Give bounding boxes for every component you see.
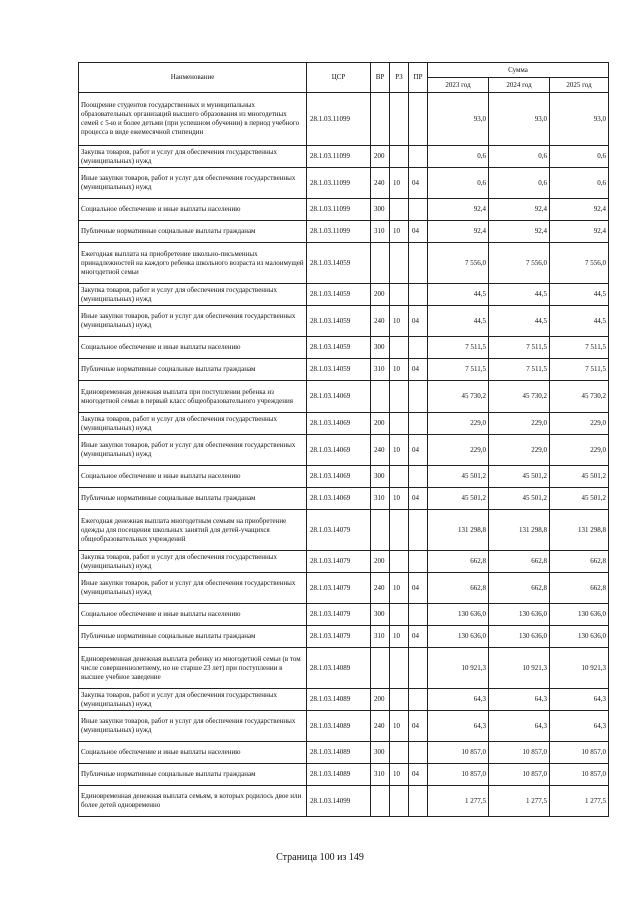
row-name: Иные закупки товаров, работ и услуг для обеспечения государственных (муниципальных) нужд <box>79 306 307 337</box>
row-name: Закупка товаров, работ и услуг для обеспечения государственных (муниципальных) нужд <box>79 689 307 711</box>
row-csr: 28.1.03.11099 <box>307 199 371 221</box>
table-row <box>79 626 609 648</box>
row-vr: 200 <box>371 284 390 306</box>
row-sum-2024: 64,3 <box>489 689 550 711</box>
row-sum-2025: 45 730,2 <box>550 381 609 413</box>
row-sum-2024: 229,0 <box>489 413 550 435</box>
row-vr: 200 <box>371 689 390 711</box>
row-vr: 240 <box>371 573 390 604</box>
row-sum-2023: 7 511,5 <box>428 359 489 381</box>
table-row <box>79 435 609 466</box>
row-sum-2025: 10 921,3 <box>550 648 609 689</box>
table-row <box>79 551 609 573</box>
row-csr: 28.1.03.14079 <box>307 604 371 626</box>
header-vr: ВР <box>371 63 390 93</box>
row-vr: 300 <box>371 337 390 359</box>
row-name: Публичные нормативные социальные выплаты гражданам <box>79 221 307 243</box>
row-sum-2025: 44,5 <box>550 306 609 337</box>
row-pr: 04 <box>409 764 428 786</box>
row-sum-2025: 93,0 <box>550 93 609 146</box>
row-pr <box>409 551 428 573</box>
row-sum-2023: 44,5 <box>428 284 489 306</box>
row-sum-2024: 10 921,3 <box>489 648 550 689</box>
row-rz: 10 <box>390 711 409 742</box>
table-row <box>79 573 609 604</box>
header-year-2025: 2025 год <box>550 78 609 93</box>
row-vr: 240 <box>371 435 390 466</box>
row-sum-2025: 229,0 <box>550 435 609 466</box>
row-pr: 04 <box>409 488 428 510</box>
row-name: Социальное обеспечение и иные выплаты населению <box>79 199 307 221</box>
row-sum-2024: 0,6 <box>489 168 550 199</box>
row-rz <box>390 466 409 488</box>
row-sum-2023: 45 501,2 <box>428 466 489 488</box>
row-sum-2023: 131 298,8 <box>428 510 489 551</box>
table-row <box>79 93 609 146</box>
budget-table <box>78 62 609 817</box>
row-rz: 10 <box>390 573 409 604</box>
row-csr: 28.1.03.11099 <box>307 168 371 199</box>
row-sum-2024: 229,0 <box>489 435 550 466</box>
table-row <box>79 648 609 689</box>
row-sum-2023: 45 730,2 <box>428 381 489 413</box>
row-csr: 28.1.03.11099 <box>307 146 371 168</box>
row-name: Ежегодная выплата на приобретение школьно-письменных принадлежностей на каждого ребенка школьного возраста из малоимущей многодетной семьи <box>79 243 307 284</box>
row-vr <box>371 93 390 146</box>
row-sum-2024: 92,4 <box>489 221 550 243</box>
row-vr <box>371 381 390 413</box>
row-sum-2025: 44,5 <box>550 284 609 306</box>
row-sum-2025: 7 511,5 <box>550 337 609 359</box>
table-row <box>79 510 609 551</box>
row-pr <box>409 510 428 551</box>
row-name: Публичные нормативные социальные выплаты гражданам <box>79 359 307 381</box>
table-row <box>79 742 609 764</box>
row-csr: 28.1.03.14069 <box>307 488 371 510</box>
row-vr: 300 <box>371 604 390 626</box>
row-sum-2024: 7 511,5 <box>489 359 550 381</box>
row-pr <box>409 284 428 306</box>
row-rz: 10 <box>390 488 409 510</box>
row-pr <box>409 199 428 221</box>
row-rz <box>390 337 409 359</box>
row-rz <box>390 381 409 413</box>
row-csr: 28.1.03.14089 <box>307 648 371 689</box>
row-rz <box>390 551 409 573</box>
row-sum-2023: 92,4 <box>428 221 489 243</box>
row-sum-2023: 1 277,5 <box>428 786 489 817</box>
row-sum-2024: 64,3 <box>489 711 550 742</box>
row-pr <box>409 381 428 413</box>
table-row <box>79 466 609 488</box>
row-rz: 10 <box>390 626 409 648</box>
row-csr: 28.1.03.14089 <box>307 711 371 742</box>
row-vr: 310 <box>371 359 390 381</box>
table-row <box>79 413 609 435</box>
row-vr: 200 <box>371 413 390 435</box>
header-pr: ПР <box>409 63 428 93</box>
row-sum-2025: 229,0 <box>550 413 609 435</box>
row-sum-2023: 10 857,0 <box>428 764 489 786</box>
row-csr: 28.1.03.14059 <box>307 306 371 337</box>
row-sum-2025: 0,6 <box>550 168 609 199</box>
row-sum-2024: 44,5 <box>489 306 550 337</box>
row-name: Ежегодная денежная выплата многодетным семьям на приобретение одежды для посещения школьных занятий для детей-учащихся общеобразовательных учреждений <box>79 510 307 551</box>
row-pr: 04 <box>409 711 428 742</box>
row-name: Публичные нормативные социальные выплаты гражданам <box>79 764 307 786</box>
row-pr <box>409 742 428 764</box>
row-sum-2023: 93,0 <box>428 93 489 146</box>
row-sum-2023: 7 511,5 <box>428 337 489 359</box>
header-rz: РЗ <box>390 63 409 93</box>
table-row <box>79 381 609 413</box>
row-name: Поощрение студентов государственных и муниципальных образовательных организаций высшего образования из многодетных семей с 5-ю и более детьми (при успешном обучении) в период учебного процесса в виде ежемесячной стипендии <box>79 93 307 146</box>
row-csr: 28.1.03.14089 <box>307 689 371 711</box>
row-vr: 200 <box>371 551 390 573</box>
row-sum-2024: 1 277,5 <box>489 786 550 817</box>
row-sum-2024: 10 857,0 <box>489 764 550 786</box>
row-sum-2024: 92,4 <box>489 199 550 221</box>
row-name: Закупка товаров, работ и услуг для обеспечения государственных (муниципальных) нужд <box>79 146 307 168</box>
row-sum-2025: 92,4 <box>550 221 609 243</box>
row-csr: 28.1.03.11099 <box>307 93 371 146</box>
table-row <box>79 221 609 243</box>
row-sum-2024: 45 501,2 <box>489 466 550 488</box>
table-row <box>79 488 609 510</box>
row-vr: 310 <box>371 764 390 786</box>
row-rz: 10 <box>390 306 409 337</box>
row-vr: 240 <box>371 168 390 199</box>
row-sum-2024: 45 501,2 <box>489 488 550 510</box>
row-vr: 300 <box>371 742 390 764</box>
table-row <box>79 284 609 306</box>
header-name: Наименование <box>79 63 307 93</box>
budget-table-sheet <box>78 62 608 817</box>
row-vr: 240 <box>371 306 390 337</box>
row-csr: 28.1.03.14089 <box>307 742 371 764</box>
row-pr: 04 <box>409 168 428 199</box>
row-rz: 10 <box>390 221 409 243</box>
row-sum-2024: 130 636,0 <box>489 604 550 626</box>
row-csr: 28.1.03.14059 <box>307 359 371 381</box>
header-year-2024: 2024 год <box>489 78 550 93</box>
row-sum-2025: 1 277,5 <box>550 786 609 817</box>
row-name: Единовременная денежная выплата ребенку из многодетной семьи (в том числе совершеннолетнему, но не старше 23 лет) при поступлении в высшее учебное заведение <box>79 648 307 689</box>
table-row <box>79 243 609 284</box>
row-csr: 28.1.03.14069 <box>307 435 371 466</box>
row-sum-2023: 10 921,3 <box>428 648 489 689</box>
row-vr: 200 <box>371 146 390 168</box>
row-rz <box>390 413 409 435</box>
row-pr <box>409 93 428 146</box>
row-rz: 10 <box>390 359 409 381</box>
row-sum-2023: 64,3 <box>428 711 489 742</box>
row-vr <box>371 243 390 284</box>
row-pr: 04 <box>409 573 428 604</box>
row-vr: 300 <box>371 466 390 488</box>
row-csr: 28.1.03.14079 <box>307 626 371 648</box>
table-row <box>79 359 609 381</box>
row-sum-2023: 64,3 <box>428 689 489 711</box>
row-sum-2025: 662,8 <box>550 573 609 604</box>
row-sum-2025: 45 501,2 <box>550 488 609 510</box>
row-rz <box>390 786 409 817</box>
row-pr <box>409 466 428 488</box>
row-rz <box>390 93 409 146</box>
row-name: Единовременная денежная выплата при поступлении ребенка из многодетной семьи в первый класс общеобразовательного учреждения <box>79 381 307 413</box>
row-sum-2023: 662,8 <box>428 573 489 604</box>
row-rz: 10 <box>390 435 409 466</box>
row-sum-2023: 0,6 <box>428 146 489 168</box>
row-rz <box>390 689 409 711</box>
row-pr: 04 <box>409 221 428 243</box>
row-csr: 28.1.03.14079 <box>307 551 371 573</box>
row-rz <box>390 284 409 306</box>
row-sum-2025: 662,8 <box>550 551 609 573</box>
row-sum-2025: 45 501,2 <box>550 466 609 488</box>
row-csr: 28.1.03.14069 <box>307 381 371 413</box>
row-name: Социальное обеспечение и иные выплаты населению <box>79 466 307 488</box>
row-sum-2025: 64,3 <box>550 711 609 742</box>
row-vr: 310 <box>371 221 390 243</box>
row-sum-2025: 130 636,0 <box>550 626 609 648</box>
row-sum-2024: 44,5 <box>489 284 550 306</box>
row-sum-2024: 0,6 <box>489 146 550 168</box>
row-sum-2025: 131 298,8 <box>550 510 609 551</box>
table-row <box>79 764 609 786</box>
row-name: Иные закупки товаров, работ и услуг для обеспечения государственных (муниципальных) нужд <box>79 711 307 742</box>
row-rz <box>390 510 409 551</box>
table-row <box>79 146 609 168</box>
row-csr: 28.1.03.14059 <box>307 243 371 284</box>
row-name: Публичные нормативные социальные выплаты гражданам <box>79 488 307 510</box>
row-vr <box>371 786 390 817</box>
row-vr <box>371 648 390 689</box>
row-pr <box>409 337 428 359</box>
row-csr: 28.1.03.14079 <box>307 510 371 551</box>
row-sum-2023: 130 636,0 <box>428 626 489 648</box>
row-name: Иные закупки товаров, работ и услуг для обеспечения государственных (муниципальных) нужд <box>79 573 307 604</box>
row-sum-2023: 7 556,0 <box>428 243 489 284</box>
row-sum-2024: 130 636,0 <box>489 626 550 648</box>
row-vr: 310 <box>371 488 390 510</box>
row-pr: 04 <box>409 435 428 466</box>
row-vr: 310 <box>371 626 390 648</box>
row-pr: 04 <box>409 306 428 337</box>
row-pr <box>409 413 428 435</box>
row-pr <box>409 648 428 689</box>
header-sum: Сумма <box>428 63 609 78</box>
row-sum-2025: 0,6 <box>550 146 609 168</box>
row-sum-2025: 7 556,0 <box>550 243 609 284</box>
row-vr <box>371 510 390 551</box>
header-year-2023: 2023 год <box>428 78 489 93</box>
row-sum-2023: 44,5 <box>428 306 489 337</box>
page-number: Страница 100 из 149 <box>276 852 364 863</box>
row-csr: 28.1.03.14069 <box>307 413 371 435</box>
row-csr: 28.1.03.14059 <box>307 337 371 359</box>
row-vr: 240 <box>371 711 390 742</box>
row-pr <box>409 786 428 817</box>
row-rz: 10 <box>390 168 409 199</box>
row-pr <box>409 243 428 284</box>
row-sum-2024: 662,8 <box>489 551 550 573</box>
header-csr: ЦСР <box>307 63 371 93</box>
row-sum-2023: 662,8 <box>428 551 489 573</box>
row-rz <box>390 648 409 689</box>
row-sum-2024: 131 298,8 <box>489 510 550 551</box>
row-csr: 28.1.03.14059 <box>307 284 371 306</box>
row-name: Иные закупки товаров, работ и услуг для обеспечения государственных (муниципальных) нужд <box>79 435 307 466</box>
row-sum-2023: 45 501,2 <box>428 488 489 510</box>
row-sum-2024: 7 511,5 <box>489 337 550 359</box>
table-header <box>79 63 609 93</box>
table-row <box>79 786 609 817</box>
row-name: Единовременная денежная выплата семьям, в которых родилось двое или более детей одновременно <box>79 786 307 817</box>
row-pr: 04 <box>409 626 428 648</box>
table-row <box>79 168 609 199</box>
row-name: Закупка товаров, работ и услуг для обеспечения государственных (муниципальных) нужд <box>79 551 307 573</box>
row-sum-2023: 229,0 <box>428 435 489 466</box>
row-sum-2025: 10 857,0 <box>550 742 609 764</box>
row-sum-2023: 92,4 <box>428 199 489 221</box>
row-pr <box>409 689 428 711</box>
row-sum-2024: 10 857,0 <box>489 742 550 764</box>
row-rz <box>390 604 409 626</box>
row-name: Социальное обеспечение и иные выплаты населению <box>79 604 307 626</box>
row-name: Социальное обеспечение и иные выплаты населению <box>79 742 307 764</box>
table-row <box>79 306 609 337</box>
row-sum-2024: 45 730,2 <box>489 381 550 413</box>
row-sum-2024: 93,0 <box>489 93 550 146</box>
row-name: Иные закупки товаров, работ и услуг для обеспечения государственных (муниципальных) нужд <box>79 168 307 199</box>
row-csr: 28.1.03.11099 <box>307 221 371 243</box>
row-sum-2023: 0,6 <box>428 168 489 199</box>
row-pr <box>409 146 428 168</box>
row-sum-2024: 7 556,0 <box>489 243 550 284</box>
row-csr: 28.1.03.14079 <box>307 573 371 604</box>
row-rz <box>390 742 409 764</box>
row-name: Закупка товаров, работ и услуг для обеспечения государственных (муниципальных) нужд <box>79 413 307 435</box>
table-row <box>79 711 609 742</box>
row-sum-2025: 130 636,0 <box>550 604 609 626</box>
table-row <box>79 604 609 626</box>
row-name: Социальное обеспечение и иные выплаты населению <box>79 337 307 359</box>
table-body <box>79 93 609 817</box>
row-sum-2025: 10 857,0 <box>550 764 609 786</box>
row-pr <box>409 604 428 626</box>
row-rz <box>390 146 409 168</box>
row-csr: 28.1.03.14069 <box>307 466 371 488</box>
row-sum-2025: 7 511,5 <box>550 359 609 381</box>
row-sum-2023: 130 636,0 <box>428 604 489 626</box>
row-name: Публичные нормативные социальные выплаты гражданам <box>79 626 307 648</box>
row-sum-2025: 92,4 <box>550 199 609 221</box>
row-rz <box>390 199 409 221</box>
table-row <box>79 337 609 359</box>
row-rz: 10 <box>390 764 409 786</box>
row-csr: 28.1.03.14089 <box>307 764 371 786</box>
row-name: Закупка товаров, работ и услуг для обеспечения государственных (муниципальных) нужд <box>79 284 307 306</box>
row-sum-2023: 10 857,0 <box>428 742 489 764</box>
row-sum-2023: 229,0 <box>428 413 489 435</box>
row-csr: 28.1.03.14099 <box>307 786 371 817</box>
row-pr: 04 <box>409 359 428 381</box>
table-row <box>79 199 609 221</box>
row-sum-2025: 64,3 <box>550 689 609 711</box>
row-vr: 300 <box>371 199 390 221</box>
table-row <box>79 689 609 711</box>
row-rz <box>390 243 409 284</box>
row-sum-2024: 662,8 <box>489 573 550 604</box>
